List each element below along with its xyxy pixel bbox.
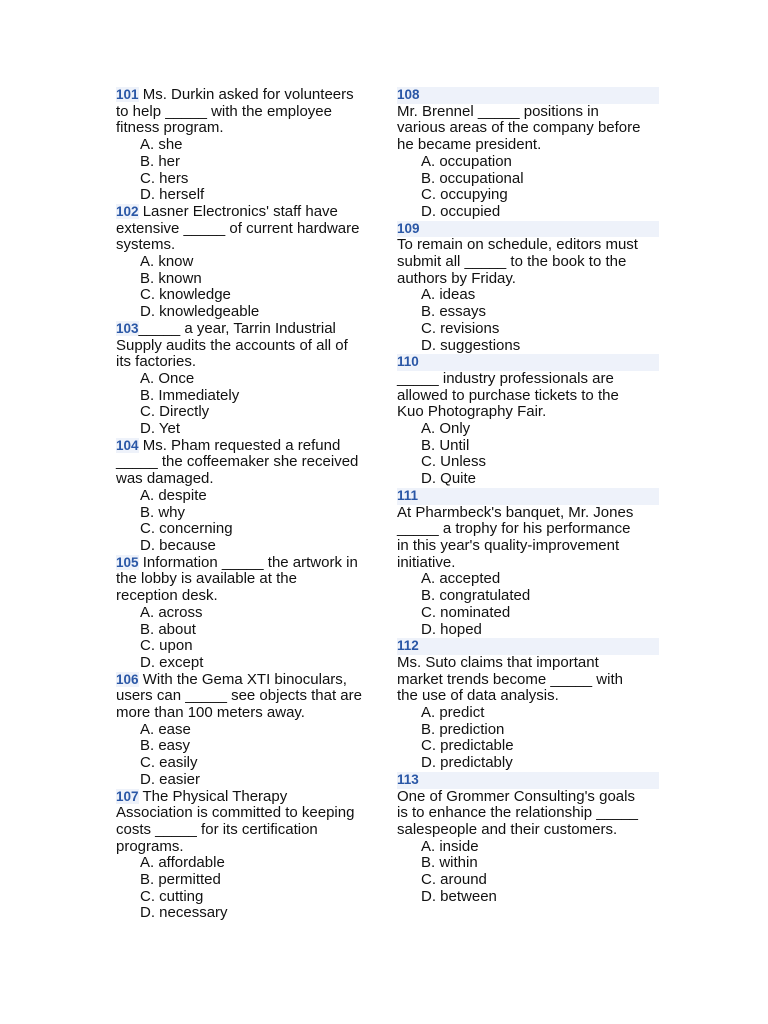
question-text: _____ industry professionals are allowed to purchase tickets to the Kuo Photography Fair. (397, 369, 619, 421)
right-question-column (397, 87, 659, 905)
question-stem (116, 204, 378, 254)
answer-option: D. hoped (421, 620, 482, 638)
answer-option: D. easier (140, 770, 201, 788)
question-number: 105 (116, 554, 139, 570)
question-text: Ms. Suto claims that important market trends become _____ with the use of data analysis. (397, 653, 623, 705)
answer-options (116, 605, 378, 672)
question-stem (116, 87, 378, 137)
answer-option: D. herself (140, 186, 205, 204)
answer-option: D. except (140, 653, 204, 671)
question-block (116, 204, 378, 321)
answer-option: C. revisions (421, 319, 500, 337)
answer-options (116, 137, 378, 204)
question-number: 104 (116, 437, 139, 453)
question-stem (397, 237, 659, 287)
question-number: 109 (397, 221, 659, 238)
answer-option: D. because (140, 536, 216, 554)
answer-option: B. easy (140, 737, 191, 755)
question-block (116, 789, 378, 923)
answer-option: A. across (140, 603, 203, 621)
answer-option: C. easily (140, 754, 198, 772)
answer-option: A. affordable (140, 854, 225, 872)
answer-option: B. Immediately (140, 386, 240, 404)
answer-options (397, 287, 659, 354)
answer-option: A. ease (140, 720, 191, 738)
question-number: 111 (397, 488, 659, 505)
question-text: Ms. Durkin asked for volunteers to help _____ with the employee fitness program. (116, 86, 354, 137)
answer-option: C. concerning (140, 520, 233, 538)
question-stem (116, 555, 378, 605)
answer-option: D. knowledgeable (140, 303, 260, 321)
question-text: Information _____ the artwork in the lobby is available at the reception desk. (116, 553, 358, 605)
answer-option: B. permitted (140, 871, 221, 889)
question-stem (116, 321, 378, 371)
answer-option: A. predict (421, 704, 485, 722)
answer-option: D. necessary (140, 904, 228, 922)
answer-option: C. occupying (421, 186, 508, 204)
answer-option: C. hers (140, 169, 189, 187)
question-stem (397, 505, 659, 572)
question-block (397, 354, 659, 488)
answer-option: C. predictable (421, 737, 514, 755)
question-number: 108 (397, 87, 659, 104)
question-stem (397, 371, 659, 421)
answer-option: A. despite (140, 486, 207, 504)
answer-option: C. upon (140, 637, 193, 655)
answer-option: D. Quite (421, 470, 477, 488)
question-number: 103 (116, 320, 139, 336)
question-block (116, 555, 378, 672)
answer-option: C. around (421, 871, 487, 889)
question-stem (116, 438, 378, 488)
question-text: To remain on schedule, editors must submit all _____ to the book to the authors by Friday. (397, 236, 638, 287)
answer-option: B. why (140, 503, 186, 521)
answer-option: D. occupied (421, 202, 501, 220)
answer-option: D. suggestions (421, 336, 521, 354)
answer-option: A. inside (421, 837, 479, 855)
question-number: 112 (397, 638, 659, 655)
question-text: Mr. Brennel _____ positions in various areas of the company before he became president. (397, 102, 641, 154)
answer-option: B. within (421, 854, 478, 872)
answer-option: D. Yet (140, 420, 181, 438)
question-block (397, 638, 659, 772)
question-text: Lasner Electronics' staff have extensive _____ of current hardware systems. (116, 202, 360, 254)
question-stem (116, 789, 378, 856)
answer-option: A. Only (421, 420, 471, 438)
question-number: 101 (116, 87, 139, 102)
question-block (397, 772, 659, 906)
question-text: _____ a year, Tarrin Industrial Supply audits the accounts of all of its factories. (116, 319, 348, 371)
answer-options (116, 371, 378, 438)
question-number: 107 (116, 788, 139, 804)
answer-option: A. know (140, 253, 194, 271)
answer-option: B. essays (421, 303, 487, 321)
question-block (397, 87, 659, 221)
question-stem (397, 789, 659, 839)
answer-option: B. her (140, 152, 181, 170)
answer-option: D. between (421, 887, 497, 905)
question-number: 113 (397, 772, 659, 789)
question-stem (116, 672, 378, 722)
question-block (397, 221, 659, 355)
question-text: Ms. Pham requested a refund _____ the coffeemaker she received was damaged. (116, 436, 359, 488)
answer-option: C. cutting (140, 887, 204, 905)
answer-option: A. accepted (421, 570, 501, 588)
answer-option: B. Until (421, 436, 470, 454)
answer-option: C. knowledge (140, 286, 231, 304)
question-number: 110 (397, 354, 659, 371)
answer-option: D. predictably (421, 754, 513, 772)
question-block (116, 438, 378, 555)
answer-options (397, 705, 659, 772)
question-block (116, 87, 378, 204)
answer-options (116, 254, 378, 321)
left-question-column (116, 87, 378, 922)
answer-options (397, 154, 659, 221)
answer-option: B. about (140, 620, 196, 638)
question-stem (397, 104, 659, 154)
answer-option: A. ideas (421, 286, 476, 304)
answer-option: A. she (140, 136, 183, 154)
answer-option: C. nominated (421, 603, 511, 621)
question-block (397, 488, 659, 638)
answer-options (116, 722, 378, 789)
question-stem (397, 655, 659, 705)
answer-option: B. congratulated (421, 587, 531, 605)
answer-option: C. Directly (140, 403, 210, 421)
question-text: At Pharmbeck's banquet, Mr. Jones _____ a trophy for his performance in this year's quality-improvement initiative. (397, 503, 634, 571)
question-number: 102 (116, 203, 139, 219)
question-number: 106 (116, 671, 139, 687)
question-text: One of Grommer Consulting's goals is to enhance the relationship _____ salespeople and their customers. (397, 787, 639, 838)
question-block (116, 321, 378, 438)
answer-options (116, 855, 378, 922)
question-text: With the Gema XTI binoculars, users can _____ see objects that are more than 100 meters away. (116, 670, 362, 722)
answer-options (397, 839, 659, 906)
answer-options (397, 421, 659, 488)
answer-option: B. known (140, 269, 202, 287)
answer-options (397, 571, 659, 638)
question-text: The Physical Therapy Association is committed to keeping costs _____ for its certification programs. (116, 787, 355, 855)
answer-option: C. Unless (421, 453, 487, 471)
answer-option: B. prediction (421, 720, 505, 738)
answer-option: B. occupational (421, 169, 524, 187)
answer-options (116, 488, 378, 555)
answer-option: A. Once (140, 369, 195, 387)
question-block (116, 672, 378, 789)
answer-option: A. occupation (421, 152, 512, 170)
